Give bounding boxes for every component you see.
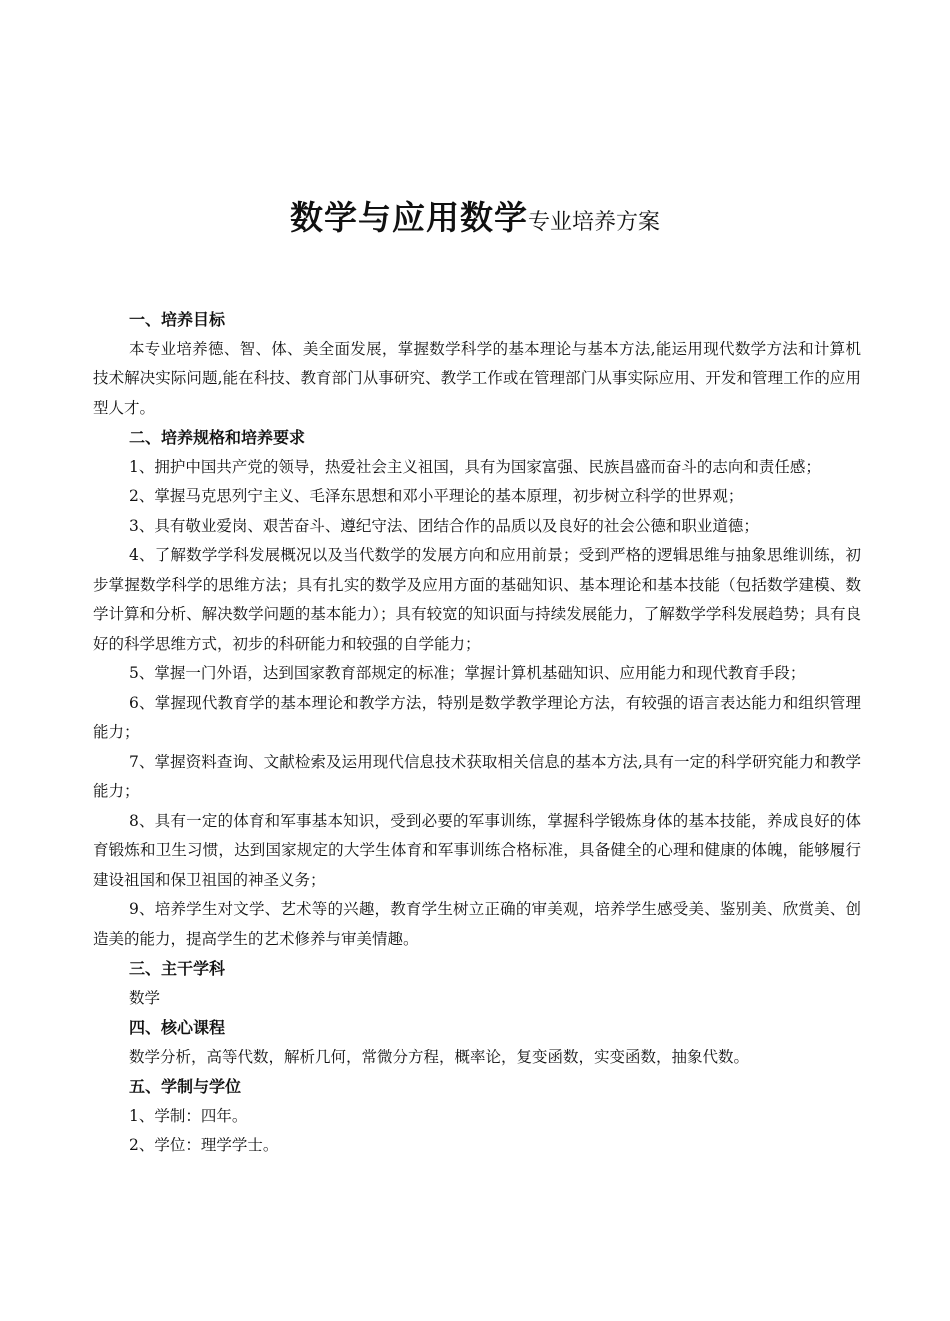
requirement-item-5: 5、掌握一门外语，达到国家教育部规定的标准；掌握计算机基础知识、应用能力和现代教育手段； <box>129 664 806 682</box>
requirement-item-2: 2、掌握马克思列宁主义、毛泽东思想和邓小平理论的基本原理，初步树立科学的世界观； <box>129 487 744 505</box>
page-title <box>0 192 950 239</box>
title-main: 数学与应用数学 <box>289 198 528 237</box>
document-body <box>93 305 861 1161</box>
requirement-item-8: 8、具有一定的体育和军事基本知识，受到必要的军事训练，掌握科学锻炼身体的基本技能，养成良好的体育锻炼和卫生习惯，达到国家规定的大学生体育和军事训练合格标准，具备健全的心理和健康的体魄，能够履行建设祖国和保卫祖国的神圣义务； <box>93 811 861 889</box>
requirement-item-9: 9、培养学生对文学、艺术等的兴趣，教育学生树立正确的审美观，培养学生感受美、鉴别美、欣赏美、创造美的能力，提高学生的艺术修养与审美情趣。 <box>93 900 861 948</box>
section-heading-core-courses: 四、核心课程 <box>129 1018 226 1037</box>
degree-item: 2、学位：理学学士。 <box>129 1136 279 1154</box>
requirement-item-7: 7、掌握资料查询、文献检索及运用现代信息技术获取相关信息的基本方法,具有一定的科学研究能力和教学能力； <box>93 752 861 800</box>
requirement-item-6: 6、掌握现代教育学的基本理论和教学方法，特别是数学教学理论方法，有较强的语言表达能力和组织管理能力； <box>93 693 861 741</box>
requirement-item-4: 4、了解数学学科发展概况以及当代数学的发展方向和应用前景；受到严格的逻辑思维与抽象思维训练，初步掌握数学科学的思维方法；具有扎实的数学及应用方面的基础知识、基本理论和基本技能（包括数学建模、数学计算和分析、解决数学问题的基本能力）；具有较宽的知识面与持续发展能力，了解数学学科发展趋势；具有良好的科学思维方式，初步的科研能力和较强的自学能力； <box>93 546 861 653</box>
requirement-item-3: 3、具有敬业爱岗、艰苦奋斗、遵纪守法、团结合作的品质以及良好的社会公德和职业道德； <box>129 516 759 535</box>
requirement-item-1: 1、拥护中国共产党的领导，热爱社会主义祖国，具有为国家富强、民族昌盛而奋斗的志向和责任感； <box>129 457 821 476</box>
duration-item: 1、学制：四年。 <box>129 1106 248 1125</box>
section-heading-duration-degree: 五、学制与学位 <box>129 1077 242 1096</box>
core-courses-text: 数学分析，高等代数，解析几何，常微分方程，概率论，复变函数，实变函数，抽象代数。 <box>129 1047 750 1066</box>
section-heading-main-discipline: 三、主干学科 <box>129 959 226 978</box>
title-sub: 专业培养方案 <box>527 210 660 235</box>
section-heading-requirements: 二、培养规格和培养要求 <box>129 428 306 447</box>
section-heading-goals: 一、培养目标 <box>129 310 226 329</box>
goals-text: 本专业培养德、智、体、美全面发展，掌握数学科学的基本理论与基本方法,能运用现代数学方法和计算机技术解决实际问题,能在科技、教育部门从事研究、教学工作或在管理部门从事实际应用、开发和管理工作的应用型人才。 <box>93 339 861 417</box>
main-discipline-text: 数学 <box>129 988 161 1007</box>
